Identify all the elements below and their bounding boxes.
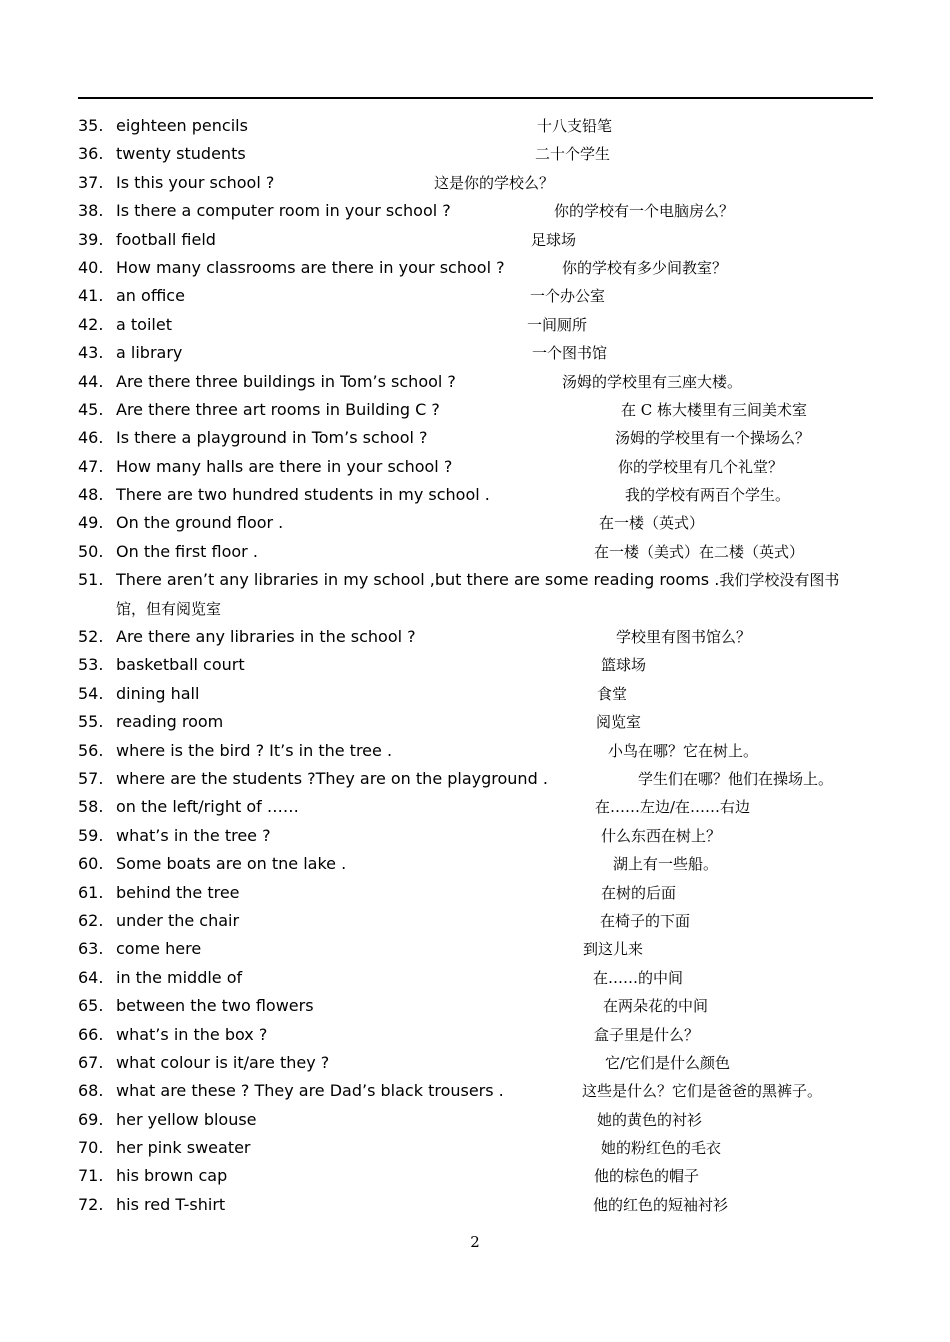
item-number: 65. [78, 996, 104, 1016]
chinese-text: 盒子里是什么？ [594, 1025, 700, 1044]
english-text: reading room [116, 712, 224, 732]
chinese-text-continued: 馆，但有阅览室 [116, 599, 222, 618]
chinese-text: 这些是什么？它们是爸爸的黑裤子。 [582, 1082, 823, 1101]
list-item [0, 282, 950, 310]
item-number: 72. [78, 1194, 104, 1214]
list-item [0, 1049, 950, 1077]
english-text: his red T-shirt [116, 1194, 226, 1214]
chinese-text: 到这儿来 [583, 940, 644, 959]
list-item [0, 368, 950, 396]
english-text: behind the tree [116, 882, 240, 902]
chinese-text: 汤姆的学校里有三座大楼。 [562, 372, 743, 391]
chinese-text: 食堂 [597, 684, 628, 703]
item-number: 62. [78, 910, 104, 930]
list-item [0, 935, 950, 963]
item-number: 50. [78, 541, 104, 561]
item-number: 47. [78, 456, 104, 476]
english-text: basketball court [116, 655, 245, 675]
list-item [0, 651, 950, 679]
english-text: her yellow blouse [116, 1109, 257, 1129]
english-text: Are there three art rooms in Building C ? [116, 399, 440, 419]
chinese-text: 你的学校里有几个礼堂？ [618, 457, 784, 476]
item-number: 36. [78, 144, 104, 164]
list-item [0, 566, 950, 623]
list-item [0, 680, 950, 708]
chinese-text: 足球场 [531, 230, 577, 249]
list-item [0, 424, 950, 452]
chinese-text: 在椅子的下面 [600, 911, 691, 930]
list-item [0, 708, 950, 736]
chinese-text: 在树的后面 [601, 883, 677, 902]
item-number: 37. [78, 172, 104, 192]
english-text: under the chair [116, 910, 240, 930]
list-item [0, 1021, 950, 1049]
item-number: 49. [78, 513, 104, 533]
english-text: Is there a computer room in your school ? [116, 201, 451, 221]
list-item [0, 538, 950, 566]
english-text: in the middle of [116, 967, 243, 987]
wrapped-line [116, 570, 839, 591]
chinese-text: 汤姆的学校里有一个操场么？ [615, 429, 811, 448]
item-number: 35. [78, 116, 104, 135]
english-text: where are the students ?They are on the playground . [116, 769, 548, 788]
chinese-text: 他的棕色的帽子 [594, 1167, 700, 1186]
list-item [0, 1106, 950, 1134]
english-text: what’s in the box ? [116, 1024, 268, 1044]
chinese-text: 他的红色的短袖衬衫 [593, 1195, 729, 1214]
item-number: 41. [78, 286, 104, 306]
chinese-text: 一个办公室 [530, 287, 606, 306]
header-rule [78, 97, 873, 99]
chinese-text: 学校里有图书馆么？ [616, 628, 752, 647]
item-number: 40. [78, 257, 104, 277]
english-text: her pink sweater [116, 1138, 251, 1158]
english-text: Is there a playground in Tom’s school ? [116, 428, 428, 448]
list-item [0, 737, 950, 765]
item-number: 59. [78, 825, 104, 845]
page-number: 2 [470, 1233, 480, 1251]
english-text: On the first floor . [116, 541, 258, 561]
item-number: 66. [78, 1024, 104, 1044]
list-item [0, 1162, 950, 1190]
list-item [0, 169, 950, 197]
english-text: Are there three buildings in Tom’s school ? [116, 371, 456, 391]
english-text: an office [116, 286, 185, 306]
item-number: 54. [78, 683, 104, 703]
item-number: 60. [78, 854, 104, 874]
english-text: How many classrooms are there in your school ? [116, 257, 505, 277]
list-item [0, 992, 950, 1020]
chinese-text: 二十个学生 [535, 145, 611, 164]
english-text: dining hall [116, 683, 200, 703]
english-text: Some boats are on tne lake . [116, 854, 347, 874]
english-text: what’s in the tree ? [116, 825, 271, 845]
item-number: 58. [78, 797, 104, 817]
chinese-text: 什么东西在树上？ [601, 826, 722, 845]
chinese-text: 在……的中间 [593, 968, 684, 987]
list-item [0, 1134, 950, 1162]
item-number: 57. [78, 769, 104, 788]
item-number: 44. [78, 371, 104, 391]
list-item [0, 197, 950, 225]
english-text: where is the bird ? It’s in the tree . [116, 740, 393, 760]
english-text: come here [116, 939, 202, 959]
item-number: 61. [78, 882, 104, 902]
chinese-text: 在两朵花的中间 [603, 997, 709, 1016]
vocabulary-list [0, 112, 950, 1219]
chinese-text: 在一楼（英式） [599, 514, 705, 533]
list-item [0, 453, 950, 481]
list-item [0, 396, 950, 424]
list-item [0, 140, 950, 168]
chinese-text: 你的学校有一个电脑房么？ [554, 202, 735, 221]
chinese-text: 篮球场 [601, 656, 647, 675]
english-text: eighteen pencils [116, 116, 248, 135]
item-number: 70. [78, 1138, 104, 1158]
chinese-text: 一间厕所 [527, 315, 588, 334]
english-text: his brown cap [116, 1166, 228, 1186]
english-text: a library [116, 343, 183, 363]
chinese-text: 我们学校没有图书 [719, 571, 840, 590]
item-number: 55. [78, 712, 104, 732]
list-item [0, 254, 950, 282]
chinese-text: 这是你的学校么？ [434, 173, 555, 192]
item-number: 53. [78, 655, 104, 675]
list-item [0, 879, 950, 907]
english-text: Is this your school ? [116, 172, 275, 192]
item-number: 64. [78, 967, 104, 987]
item-number: 56. [78, 740, 104, 760]
list-item [0, 793, 950, 821]
chinese-text: 在……左边/在……右边 [595, 798, 751, 817]
chinese-text: 在 C 栋大楼里有三间美术室 [621, 400, 808, 419]
list-item [0, 907, 950, 935]
english-text: How many halls are there in your school ? [116, 456, 453, 476]
chinese-text: 湖上有一些船。 [613, 855, 719, 874]
chinese-text: 它/它们是什么颜色 [605, 1053, 731, 1072]
list-item [0, 226, 950, 254]
list-item [0, 1077, 950, 1105]
english-text: There aren’t any libraries in my school ,but there are some reading rooms . [116, 570, 720, 590]
english-text: on the left/right of …… [116, 797, 299, 817]
english-text: between the two flowers [116, 996, 314, 1016]
list-item [0, 311, 950, 339]
item-number: 68. [78, 1081, 104, 1101]
chinese-text: 她的黄色的衬衫 [597, 1110, 703, 1129]
chinese-text: 学生们在哪？他们在操场上。 [638, 770, 834, 788]
english-text: a toilet [116, 314, 172, 334]
chinese-text: 你的学校有多少间教室？ [562, 258, 728, 277]
list-item [0, 765, 950, 793]
item-number: 42. [78, 314, 104, 334]
chinese-text: 小鸟在哪？它在树上。 [608, 741, 759, 760]
item-number: 45. [78, 399, 104, 419]
english-text: what are these ? They are Dad’s black trousers . [116, 1081, 504, 1101]
item-number: 43. [78, 343, 104, 363]
list-item [0, 112, 950, 140]
english-text: twenty students [116, 144, 246, 164]
english-text: On the ground floor . [116, 513, 284, 533]
list-item [0, 964, 950, 992]
chinese-text: 在一楼（美式）在二楼（英式） [594, 542, 805, 561]
chinese-text: 一个图书馆 [532, 344, 608, 363]
list-item [0, 339, 950, 367]
list-item [0, 481, 950, 509]
list-item [0, 822, 950, 850]
item-number: 39. [78, 229, 104, 249]
chinese-text: 十八支铅笔 [537, 117, 613, 135]
list-item [0, 850, 950, 878]
chinese-text: 我的学校有两百个学生。 [625, 486, 791, 505]
item-number: 63. [78, 939, 104, 959]
item-number: 71. [78, 1166, 104, 1186]
item-number: 46. [78, 428, 104, 448]
list-item [0, 623, 950, 651]
item-number: 48. [78, 485, 104, 505]
list-item [0, 1191, 950, 1219]
item-number: 51. [78, 570, 104, 590]
chinese-text: 阅览室 [596, 713, 642, 732]
item-number: 67. [78, 1052, 104, 1072]
english-text: Are there any libraries in the school ? [116, 627, 416, 647]
english-text: There are two hundred students in my school . [116, 485, 490, 505]
english-text: what colour is it/are they ? [116, 1052, 330, 1072]
item-number: 38. [78, 201, 104, 221]
item-number: 69. [78, 1109, 104, 1129]
item-number: 52. [78, 627, 104, 647]
list-item [0, 509, 950, 537]
chinese-text: 她的粉红色的毛衣 [601, 1139, 722, 1158]
english-text: football field [116, 229, 216, 249]
